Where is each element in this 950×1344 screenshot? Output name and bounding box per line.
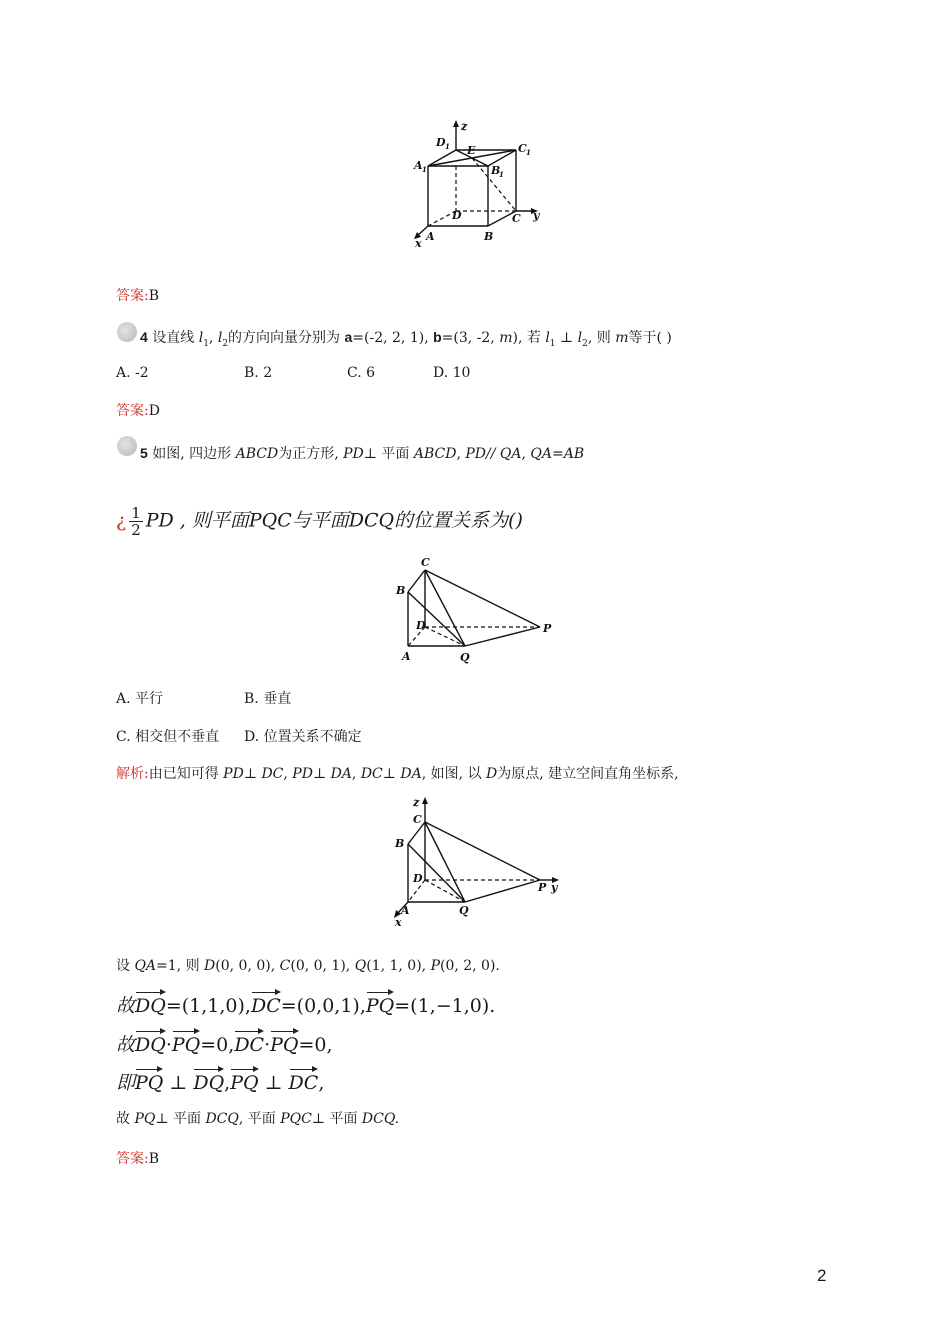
question-5: 5 如图, 四边形 ABCD为正方形, PD⊥ 平面 ABCD, PD// QA, QA=AB — [140, 445, 585, 462]
fig1-A: A — [426, 230, 435, 243]
q4-option-b: B. 2 — [244, 365, 273, 381]
fig3-y: y — [551, 881, 558, 894]
svg-text:1: 1 — [499, 170, 504, 179]
svg-text:1: 1 — [445, 142, 450, 151]
fig3-x: x — [395, 916, 402, 927]
fig3-D: D — [413, 872, 423, 885]
svg-text:1: 1 — [526, 148, 531, 157]
fig2-A: A — [402, 650, 411, 663]
solution-line1: 解析:由已知可得 PD⊥ DC, PD⊥ DA, DC⊥ DA, 如图, 以 D为原点, 建立空间直角坐标系, — [116, 766, 679, 782]
q5-option-c: C. 相交但不垂直 — [116, 729, 220, 745]
fig3-z: z — [413, 796, 420, 809]
page-number: 2 — [817, 1266, 827, 1285]
fig1-D: D — [452, 209, 462, 222]
fig2-P: P — [543, 622, 552, 635]
fig1-C1: C — [518, 142, 527, 155]
solution-coordinates: 设 QA=1, 则 D(0, 0, 0), C(0, 0, 1), Q(1, 1, 0), P(0, 2, 0). — [116, 958, 500, 974]
fig3-A: A — [401, 904, 410, 917]
fig3-Q: Q — [459, 904, 469, 917]
fig1-z: z — [461, 120, 468, 133]
fig2-D: D — [416, 619, 426, 632]
figure-pyramid — [390, 552, 565, 668]
fig2-B: B — [396, 584, 406, 597]
fig1-B1: B — [491, 164, 501, 177]
solution-perpendicular: 即PQ ⊥ DQ,PQ ⊥ DC, — [116, 1067, 324, 1095]
figure-coordinate-system — [383, 792, 568, 927]
fig2-C: C — [421, 556, 430, 569]
answer-3: 答案:B — [116, 288, 160, 304]
solution-conclusion: 故 PQ⊥ 平面 DCQ, 平面 PQC⊥ 平面 DCQ. — [116, 1111, 400, 1127]
q5-line2: ¿ $\frac{1}{2}$ PD , 则平面PQC与平面DCQ的位置关系为() — [116, 504, 523, 539]
question-4: 4 设直线 $l_1$, $l_2$的方向向量分别为 a=(-2, 2, 1), b=(3, -2, m), 若 $l_1$ ⊥ $l_2$, 则 m等于( ) — [140, 329, 672, 349]
q5-option-a: A. 平行 — [116, 691, 164, 707]
solution-dot-products: 故DQ·PQ=0,DC·PQ=0, — [116, 1029, 333, 1057]
q4-option-a: A. -2 — [116, 365, 149, 381]
figure-cube — [405, 118, 555, 250]
answer-5: 答案:B — [116, 1151, 160, 1167]
fig3-B: B — [395, 837, 405, 850]
fig3-C: C — [413, 813, 422, 826]
fig1-y: y — [533, 209, 540, 222]
fig1-E: E — [467, 144, 476, 157]
fig1-C: C — [512, 212, 521, 225]
question-badge-icon — [117, 322, 137, 342]
svg-text:1: 1 — [422, 165, 427, 174]
q5-option-b: B. 垂直 — [244, 691, 292, 707]
solution-vectors: 故DQ=(1,1,0),DC=(0,0,1),PQ=(1,−1,0). — [116, 990, 495, 1018]
question-badge-icon — [117, 436, 137, 456]
q4-option-c: C. 6 — [347, 365, 376, 381]
fig2-Q: Q — [460, 651, 470, 664]
q5-option-d: D. 位置关系不确定 — [244, 729, 362, 745]
fig3-P: P — [538, 881, 547, 894]
fig1-A1: A — [414, 159, 423, 172]
fig1-B: B — [484, 230, 494, 243]
fig1-D1: D — [436, 136, 446, 149]
q4-option-d: D. 10 — [433, 365, 471, 381]
fig1-x: x — [415, 237, 422, 250]
answer-4: 答案:D — [116, 403, 160, 419]
